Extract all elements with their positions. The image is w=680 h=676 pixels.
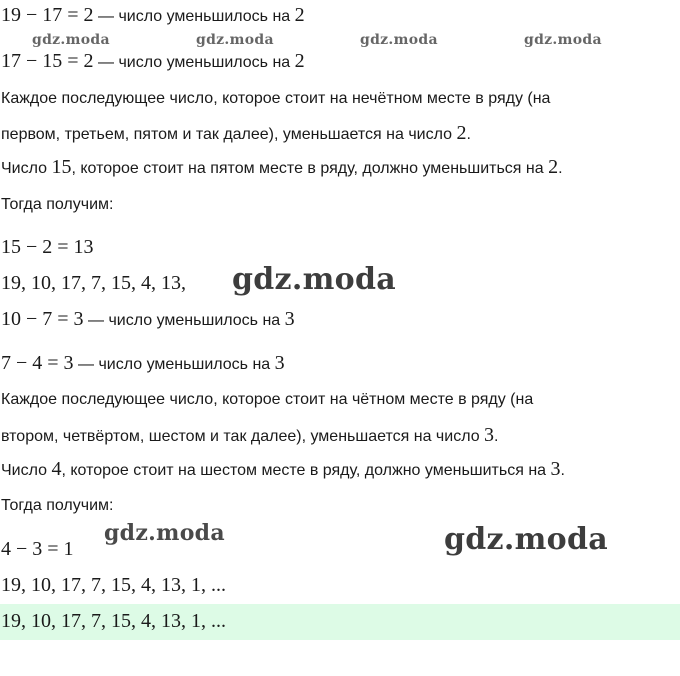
number: 2 [456,122,467,144]
watermark-logo: gdz.moda [232,262,397,297]
watermark-logo: gdz.moda [104,520,225,546]
number: 3 [484,424,495,446]
equation-line [1,308,295,331]
punctuation: . [466,126,471,143]
number: 2 [294,4,305,26]
sequence: 19, 10, 17, 7, 15, 4, 13, 1, ... [1,574,226,596]
equation-line [1,352,285,375]
paragraph-prefix: Число [1,160,52,177]
number: 2 [294,50,305,72]
punctuation: . [494,428,499,445]
paragraph-text: Каждое последующее число, которое стоит на нечётном месте в ряду (на [1,90,551,107]
paragraph-line [1,391,533,409]
watermark-logo: gdz.moda [32,32,110,48]
paragraph-text: втором, четвёртом, шестом и так далее), уменьшается на число [1,428,485,445]
answer-sequence: 19, 10, 17, 7, 15, 4, 13, 1, ... [1,610,226,632]
watermark-logo: gdz.moda [196,32,274,48]
paragraph-line [1,196,113,214]
paragraph-text: Тогда получим: [1,497,114,514]
punctuation: . [558,160,563,177]
paragraph-text: , которое стоит на пятом месте в ряду, должно уменьшиться на [71,160,549,177]
equation: 19 − 17 = 2 [1,4,94,26]
equation-line [1,236,94,259]
equation: 17 − 15 = 2 [1,50,94,72]
equation-line [1,50,305,73]
paragraph-text: Тогда получим: [1,196,114,213]
paragraph-line [1,122,471,145]
paragraph-prefix: Число [1,462,52,479]
number: 4 [51,458,62,480]
watermark-logo: gdz.moda [524,32,602,48]
paragraph-text: первом, третьем, пятом и так далее), уменьшается на число [1,126,457,143]
number: 3 [550,458,561,480]
equation-comment: — число уменьшилось на [93,54,295,71]
sequence: 19, 10, 17, 7, 15, 4, 13, [1,272,186,294]
equation: 15 − 2 = 13 [1,236,94,258]
paragraph-line [1,90,550,108]
sequence-line [1,272,186,295]
equation-comment: — число уменьшилось на [93,8,295,25]
watermark-logo: gdz.moda [444,522,609,557]
punctuation: . [560,462,565,479]
number: 2 [548,156,559,178]
paragraph-line [1,497,113,515]
paragraph-line [1,424,499,447]
equation: 7 − 4 = 3 [1,352,74,374]
equation: 10 − 7 = 3 [1,308,84,330]
paragraph-line [1,156,563,179]
sequence-line [1,574,226,597]
paragraph-text: , которое стоит на шестом месте в ряду, должно уменьшиться на [61,462,551,479]
number: 15 [51,156,72,178]
number: 3 [274,352,285,374]
equation-line [1,4,305,27]
equation-comment: — число уменьшилось на [83,312,285,329]
answer-line [1,610,226,633]
equation-comment: — число уменьшилось на [73,356,275,373]
paragraph-line [1,458,565,481]
equation-line [1,538,74,561]
number: 3 [284,308,295,330]
equation: 4 − 3 = 1 [1,538,74,560]
paragraph-text: Каждое последующее число, которое стоит на чётном месте в ряду (на [1,391,534,408]
watermark-logo: gdz.moda [360,32,438,48]
